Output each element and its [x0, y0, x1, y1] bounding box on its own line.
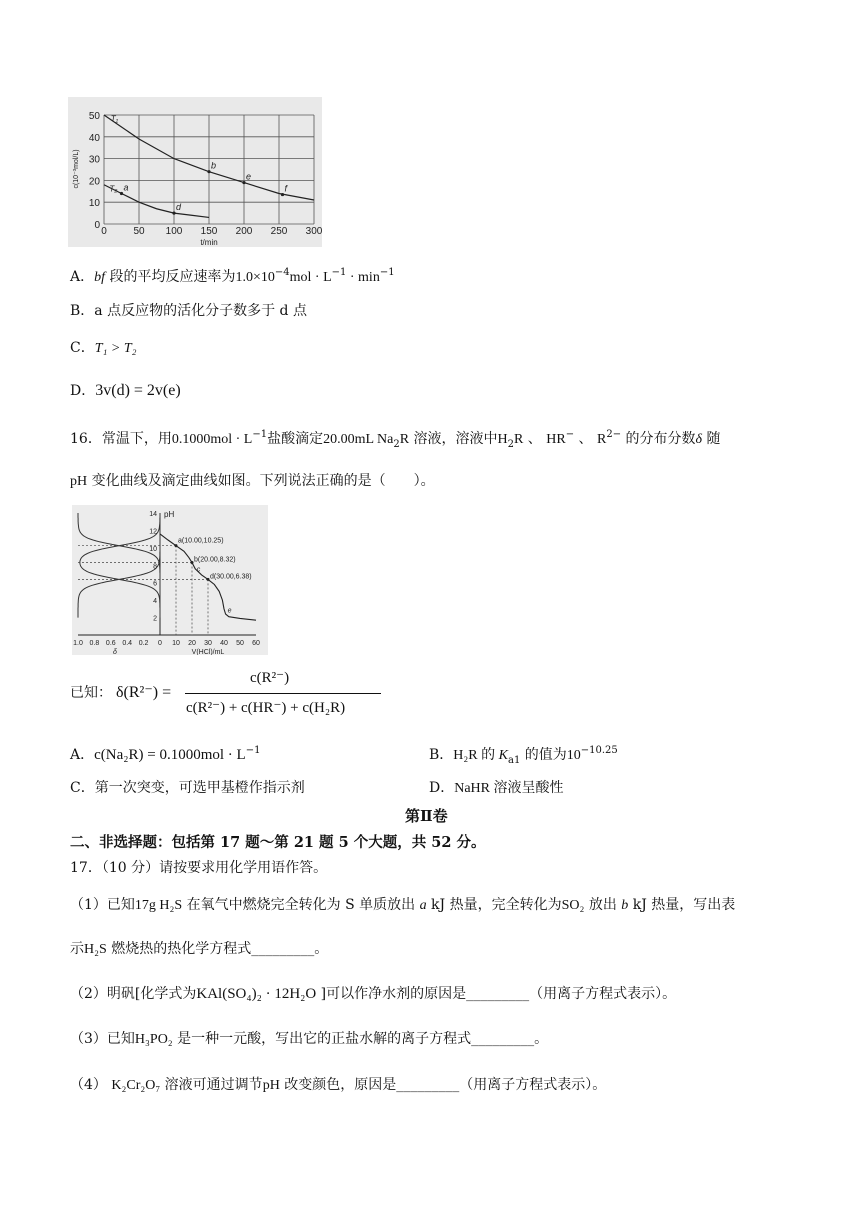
- q-text: 示: [70, 941, 84, 957]
- ph-tick-label: 4: [153, 598, 157, 606]
- ph-tick-label: 14: [149, 511, 157, 518]
- option-text: 段的平均反应速率为: [105, 269, 236, 285]
- q-text: 放出: [584, 897, 622, 913]
- x-tick-label: 250: [270, 226, 288, 237]
- delta-axis-label: δ: [112, 649, 117, 655]
- option-expr: c(Na₂R) = 0.1000mol · L: [94, 747, 246, 763]
- y-tick-label: 0: [94, 220, 100, 231]
- figure-titration: [72, 505, 268, 655]
- unit-exp2: −1: [379, 267, 395, 278]
- fig2-chart: [72, 505, 268, 655]
- stem-vol: 20.00mL Na: [323, 432, 394, 447]
- option-text: H₂R 的: [453, 748, 499, 763]
- q-text: 改变颜色，原因是_________（用离子方程式表示）。: [279, 1077, 607, 1093]
- y-tick-label: 30: [88, 154, 100, 166]
- distribution-curve: [80, 513, 160, 618]
- fig1-chart: [68, 97, 322, 247]
- q15-option-c: [70, 337, 136, 360]
- point-label-f: f: [284, 183, 288, 194]
- stem-text: 16．常温下，用: [70, 431, 172, 447]
- stem-vol-end: R: [399, 432, 410, 447]
- distribution-curve: [78, 513, 160, 618]
- q17-part1-line2: [70, 938, 328, 961]
- q15-option-a: [70, 262, 395, 289]
- stem-conc-exp: −1: [252, 429, 268, 440]
- formula-lhs: δ(R²⁻) =: [116, 684, 172, 701]
- delta-tick-label: 0: [158, 640, 162, 647]
- formula: 17g H₂S: [134, 898, 183, 913]
- var-a: a: [419, 898, 427, 913]
- q-text: ]可以作净水剂的原因是_________（用离子方程式表示）。: [316, 986, 677, 1002]
- q16-stem-line2: [70, 470, 435, 493]
- ph-axis-label: pH: [164, 510, 175, 519]
- q-text: （2）明矾[化学式为: [70, 986, 197, 1002]
- q-text: （3）已知: [70, 1031, 135, 1047]
- x-tick-label: 100: [165, 226, 183, 237]
- y-tick-label: 10: [88, 198, 100, 210]
- rate-unit: mol · L: [289, 270, 332, 285]
- unit-exp: −1: [331, 267, 347, 278]
- point-label-d: d(30.00,6.38): [210, 573, 252, 581]
- point-label-b: b(20.00,8.32): [194, 556, 236, 564]
- ph-tick-label: 10: [149, 545, 157, 553]
- ph-word: pH: [70, 474, 88, 489]
- sub: 2: [393, 439, 400, 450]
- ka-symbol: K: [498, 748, 508, 763]
- q17-stem: 17．（10 分）请按要求用化学用语作答。: [70, 860, 328, 876]
- v-tick-label: 50: [236, 640, 244, 647]
- v-tick-label: 20: [188, 640, 196, 647]
- ka-value: 10: [566, 748, 581, 763]
- y-tick-label: 20: [88, 176, 100, 188]
- q-text: 在氧气中燃烧完全转化为 S 单质放出: [182, 897, 420, 913]
- sub: 2: [507, 439, 514, 450]
- option-text: NaHR 溶液呈酸性: [454, 781, 564, 796]
- q16-option-a: [70, 740, 260, 766]
- rate-value: 1.0×10: [235, 270, 275, 285]
- formula-numerator: c(R²⁻): [250, 670, 290, 686]
- section-title: 二、非选择题：包括第 17 题～第 21 题 5 个大题，共 52 分。: [70, 834, 486, 851]
- y-tick-label: 50: [88, 111, 100, 122]
- formula: KAl(SO₄)₂ · 12H₂O: [196, 986, 317, 1002]
- x-axis-label: t/min: [200, 238, 218, 247]
- ph-tick-label: 2: [153, 615, 157, 623]
- delta-tick-label: 0.8: [89, 640, 100, 647]
- q-text: 溶液可通过调节: [160, 1077, 263, 1093]
- formula: H₂S: [84, 942, 107, 957]
- x-tick-label: 200: [235, 226, 253, 237]
- sup: −1: [245, 745, 261, 756]
- curve-label-t1: T₁: [110, 114, 119, 124]
- point-label-b: b: [211, 160, 217, 171]
- option-letter: D．: [70, 383, 96, 399]
- q15-option-d: [70, 380, 181, 402]
- sup: −: [565, 429, 575, 440]
- option-letter: A．: [70, 747, 95, 763]
- q-text: 是一种一元酸，写出它的正盐水解的离子方程式_________。: [172, 1031, 549, 1047]
- fraction-bar: [185, 693, 381, 694]
- point-label-e: e: [246, 171, 252, 182]
- delta-tick-label: 0.2: [138, 640, 149, 647]
- q17-part3: [70, 1028, 548, 1051]
- point-label-a: a(10.00,10.25): [178, 537, 224, 545]
- v-tick-label: 10: [172, 640, 180, 647]
- x-tick-label: 0: [101, 226, 107, 237]
- point-label-c: c: [196, 566, 201, 574]
- option-letter: A．: [70, 269, 95, 285]
- option-letter: D．: [429, 780, 455, 796]
- option-letter: B．: [429, 747, 454, 763]
- q17-part1-line1: [70, 894, 735, 917]
- var-b: b: [621, 898, 629, 913]
- y-tick-label: 40: [88, 132, 100, 144]
- stem-text: 的分布分数: [621, 431, 696, 447]
- q15-option-b: B．a 点反应物的活化分子数多于 d 点: [70, 303, 307, 319]
- species: R: [597, 432, 607, 447]
- q17-part4: [70, 1074, 606, 1097]
- delta-tick-label: 0.4: [122, 640, 133, 647]
- point-label-a: a: [123, 182, 129, 193]
- rate-unit2: · min: [346, 270, 380, 285]
- formula: K₂Cr₂O₇: [111, 1078, 161, 1093]
- q16-stem-line1: [70, 424, 721, 456]
- q-text: （1）已知: [70, 897, 135, 913]
- sep: 、: [574, 431, 597, 447]
- q16-option-c: C．第一次突变，可选甲基橙作指示剂: [70, 780, 305, 796]
- q16-option-d: [429, 777, 564, 800]
- q-text: kJ 热量，完全转化为: [426, 897, 562, 913]
- formula-denominator: c(R²⁻) + c(HR⁻) + c(H₂R): [186, 700, 346, 716]
- sep: 、: [523, 431, 547, 447]
- species: HR: [546, 432, 566, 447]
- volume-title: 第Ⅱ卷: [405, 807, 448, 825]
- known-prefix: 已知：: [70, 685, 112, 701]
- delta-symbol: δ: [695, 432, 703, 447]
- ph-tick-label: 12: [149, 528, 157, 536]
- stem-text: 溶液，溶液中: [409, 431, 498, 447]
- figure-concentration-time: [68, 97, 322, 247]
- v-tick-label: 40: [220, 640, 228, 647]
- v-tick-label: 30: [204, 640, 212, 647]
- q-text: 燃烧热的热化学方程式_________。: [106, 941, 329, 957]
- ph-tick-label: 6: [153, 580, 157, 588]
- delta-tick-label: 1.0: [73, 640, 83, 647]
- v-tick-label: 60: [252, 640, 260, 647]
- option-text: 的值为: [520, 747, 567, 763]
- distribution-curve: [78, 513, 160, 618]
- sup: −10.25: [580, 745, 618, 756]
- formula: H₃PO₂: [134, 1032, 173, 1047]
- y-axis-label: c(10⁻³mol/L): [73, 149, 80, 189]
- x-tick-label: 50: [133, 226, 145, 237]
- sub: a1: [507, 755, 521, 766]
- stem-text: 盐酸滴定: [267, 431, 324, 447]
- curve-line: [104, 185, 209, 218]
- q16-option-b: [429, 740, 618, 772]
- q17-part2: [70, 983, 676, 1005]
- option-letter: C．: [70, 340, 95, 356]
- delta-tick-label: 0.6: [105, 640, 116, 647]
- stem-text: 随: [702, 431, 721, 447]
- v-axis-label: V(HCl)/mL: [191, 649, 225, 655]
- option-expr: T₁ > T₂: [94, 341, 137, 356]
- option-expr: 3v(d) = 2v(e): [95, 382, 181, 399]
- species: R: [514, 432, 524, 447]
- stem-conc: 0.1000mol · L: [171, 432, 253, 447]
- x-tick-label: 150: [200, 226, 218, 237]
- rate-exp: −4: [274, 267, 290, 278]
- formula: SO₂: [561, 898, 585, 913]
- segment-var: bf: [94, 270, 106, 285]
- q-text: kJ 热量，写出表: [628, 897, 736, 913]
- species: H: [497, 432, 508, 447]
- point-label-d: d: [176, 202, 182, 213]
- ph-tick-label: 8: [153, 563, 157, 571]
- sup: 2−: [606, 429, 622, 440]
- stem-text: 变化曲线及滴定曲线如图。下列说法正确的是（ ）。: [87, 473, 435, 489]
- curve-label-t2: T₂: [109, 184, 118, 194]
- ph-word: pH: [262, 1078, 280, 1093]
- point-label-e: e: [227, 607, 232, 615]
- q-text: （4）: [70, 1077, 112, 1093]
- x-tick-label: 300: [305, 226, 322, 237]
